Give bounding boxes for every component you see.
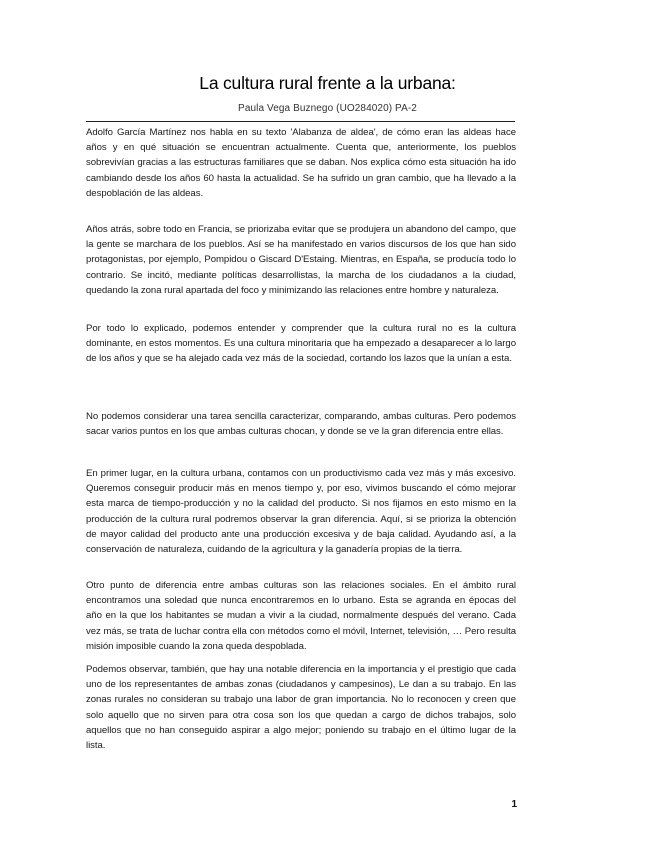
- paragraph: No podemos considerar una tarea sencilla caracterizar, comparando, ambas culturas. Pero podemos sacar varios puntos en los que ambas culturas chocan, y donde se ve la gran diferencia entre ellas.: [86, 411, 516, 438]
- paragraph: Podemos observar, también, que hay una notable diferencia en la importancia y el prestigio que cada uno de los representantes de ambas zonas (ciudadanos y campesinos), Le dan a su trabajo. En las zonas rurales no consideran su trabajo una labor de gran importancia. No lo reconocen y creen que solo aquello que no sirven para otra cosa son los que quedan a cargo de dichos trabajos, solo aquellos que no han conseguido aspirar a algo mejor; poniendo su trabajo en el último lugar de la lista.: [86, 664, 516, 752]
- page-number: 1: [511, 799, 517, 810]
- paragraph: Otro punto de diferencia entre ambas culturas son las relaciones sociales. En el ámbito rural encontramos una soledad que nunca encontraremos en lo urbano. Esta se agranda en épocas del año en la que los habitantes se mudan a vivir a la ciudad, normalmente después del verano. Cada vez más, se trata de luchar contra ella con métodos como el móvil, Internet, televisión, … Pero resulta misión imposible cuando la zona queda despoblada.: [86, 580, 516, 652]
- document-title: La cultura rural frente a la urbana:: [199, 73, 456, 93]
- paragraph: Por todo lo explicado, podemos entender y comprender que la cultura rural no es la cultura dominante, en estos momentos. Es una cultura minoritaria que ha empezado a desaparecer a lo largo de los años y que se ha alejado cada vez más de la sociedad, cortando los lazos que la unían a esta.: [86, 323, 516, 365]
- paragraph: Años atrás, sobre todo en Francia, se priorizaba evitar que se produjera un abandono del campo, que la gente se marchara de los pueblos. Así se ha manifestado en varios discursos de los que han sido protagonistas, por ejemplo, Pompidou o Giscard D'Estaing. Mientras, en España, se producía todo lo contrario. Se incitó, mediante políticas desarrollistas, la marcha de los ciudadanos a la ciudad, quedando la zona rural apartada del foco y minimizando las relaciones entre hombre y naturaleza.: [86, 224, 516, 296]
- paragraph: Adolfo García Martínez nos habla en su texto 'Alabanza de aldea', de cómo eran las aldeas hace años y en qué situación se encuentran actualmente. Cuenta que, anteriormente, los pueblos sobrevivían gracias a las estructuras familiares que se daban. Nos explica cómo esta situación ha ido cambiando desde los años 60 hasta la actualidad. Se ha sufrido un gran cambio, que ha llevado a la despoblación de las aldeas.: [86, 127, 516, 199]
- title-divider: [86, 121, 515, 122]
- paragraph: En primer lugar, en la cultura urbana, contamos con un productivismo cada vez más y más excesivo. Queremos conseguir producir más en menos tiempo y, por eso, vivimos buscando el cómo mejorar esta marca de tiempo-producción y no la calidad del producto. Si nos fijamos en esto mismo en la producción de la cultura rural podremos observar la gran diferencia. Aquí, si se prioriza la obtención de mayor calidad del producto ante una producción excesiva y de baja calidad. Ayudando así, a la conservación de naturaleza, cuidando de la agricultura y la ganadería propias de la tierra.: [86, 468, 516, 556]
- author-line: Paula Vega Buznego (UO284020) PA-2: [238, 103, 417, 114]
